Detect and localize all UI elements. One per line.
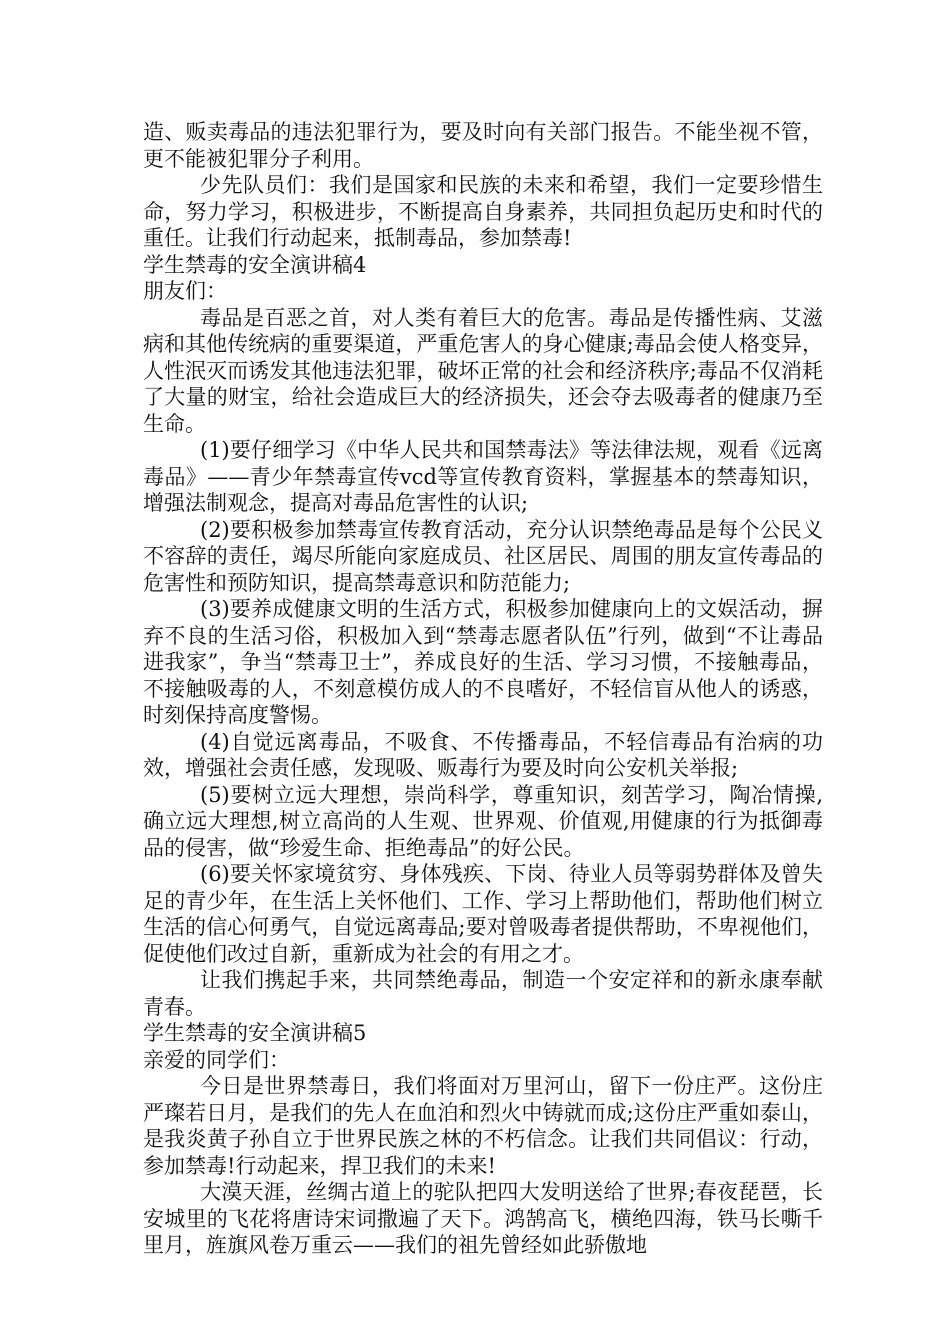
list-item-5: (5)要树立远大理想，崇尚科学，尊重知识，刻苦学习，陶冶情操,确立远大理想,树立高尚的人生观、世界观、价值观,用健康的行为抵御毒品的侵害，做“珍爱生命、拒绝毒品”的好公民。 [143,782,823,860]
paragraph-drug-harm: 毒品是百恶之首，对人类有着巨大的危害。毒品是传播性病、艾滋病和其他传统病的重要渠道，严重危害人的身心健康;毒品会使人格变异，人性泯灭而诱发其他违法犯罪，破坏正常的社会和经济秩序;毒品不仅消耗了大量的财宝，给社会造成巨大的经济损失，还会夺去吸毒者的健康乃至生命。 [143,305,823,436]
salutation-friends: 朋友们： [143,279,227,303]
section-heading-speech-4: 学生禁毒的安全演讲稿4 [143,252,367,277]
paragraph-pioneers-appeal: 少先队员们：我们是国家和民族的未来和希望，我们一定要珍惜生命，努力学习，积极进步，不断提高自身素养，共同担负起历史和时代的重任。让我们行动起来，抵制毒品，参加禁毒! [143,173,823,250]
list-item-2: (2)要积极参加禁毒宣传教育活动，充分认识禁绝毒品是每个公民义不容辞的责任，竭尽所能向家庭成员、社区居民、周围的朋友宣传毒品的危害性和预防知识，提高禁毒意识和防范能力; [143,517,823,595]
document-body [143,119,823,1259]
paragraph-anti-drug-day: 今日是世界禁毒日，我们将面对万里河山，留下一份庄严。这份庄严璨若日月，是我们的先人在血泊和烈火中铸就而成;这份庄严重如泰山，是我炎黄子孙自立于世界民族之林的不朽信念。让我们共同倡议：行动，参加禁毒!行动起来，捍卫我们的未来! [143,1074,823,1178]
list-item-6: (6)要关怀家境贫穷、身体残疾、下岗、待业人员等弱势群体及曾失足的青少年，在生活上关怀他们、工作、学习上帮助他们，帮助他们树立生活的信心何勇气，自觉远离毒品;要对曾吸毒者提供帮助，不卑视他们，促使他们改过自新，重新成为社会的有用之才。 [143,862,823,966]
list-item-3: (3)要养成健康文明的生活方式，积极参加健康向上的文娱活动，摒弃不良的生活习俗，积极加入到“禁毒志愿者队伍”行列，做到“不让毒品进我家”，争当“禁毒卫士”，养成良好的生活、学习习惯，不接触毒品，不接触吸毒的人，不刻意模仿成人的不良嗜好，不轻信盲从他人的诱惑，时刻保持高度警惕。 [143,597,823,727]
list-item-4: (4)自觉远离毒品，不吸食、不传播毒品，不轻信毒品有治病的功效，增强社会责任感，发现吸、贩毒行为要及时向公安机关举报; [143,729,823,780]
paragraph-continuation: 造、贩卖毒品的违法犯罪行为，要及时向有关部门报告。不能坐视不管，更不能被犯罪分子利用。 [143,120,823,171]
section-heading-speech-5: 学生禁毒的安全演讲稿5 [143,1021,367,1045]
salutation-classmates: 亲爱的同学们： [143,1047,290,1072]
paragraph-history: 大漠天涯，丝绸古道上的驼队把四大发明送给了世界;春夜琵琶，长安城里的飞花将唐诗宋词撒遍了天下。鸿鹄高飞，横绝四海，铁马长嘶千里月，旌旗风卷万重云——我们的祖先曾经如此骄傲地 [143,1180,823,1257]
paragraph-closing-call: 让我们携起手来，共同禁绝毒品，制造一个安定祥和的新永康奉献青春。 [143,968,823,1019]
list-item-1: (1)要仔细学习《中华人民共和国禁毒法》等法律法规，观看《远离毒品》——青少年禁毒宣传vcd等宣传教育资料，掌握基本的禁毒知识，增强法制观念，提高对毒品危害性的认识; [143,438,823,515]
